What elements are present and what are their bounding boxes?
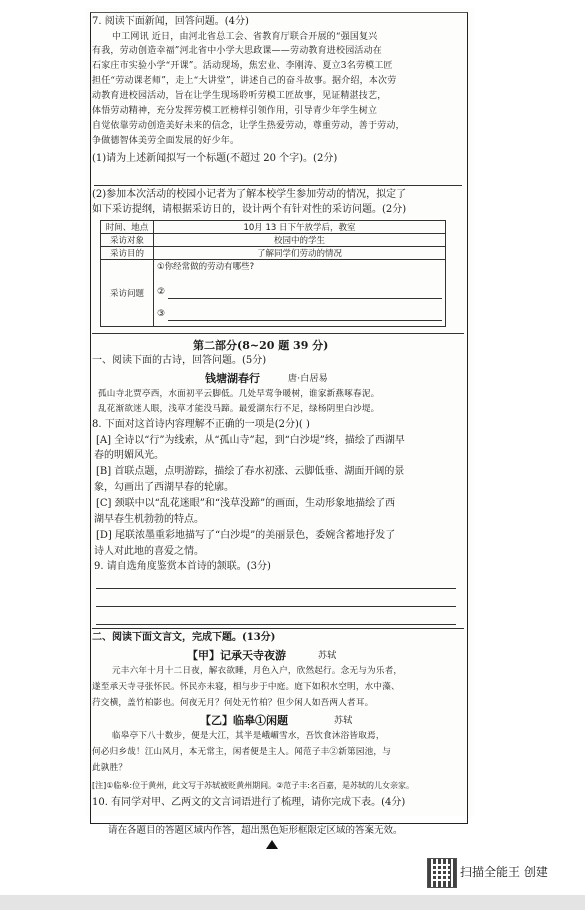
table-value: 校园中的学生	[154, 234, 446, 247]
table-row	[101, 247, 446, 260]
yi-line: 此孰胜？	[92, 763, 128, 773]
answer-line[interactable]	[96, 588, 456, 589]
q8-stem: 8. 下面对这首诗内容理解不正确的一项是(2分)( )	[92, 419, 310, 430]
table-label: 采访目的	[101, 247, 154, 260]
question-3-marker: ③	[157, 309, 166, 319]
q7-sub1: (1)请为上述新闻拟写一个标题(不超过 20 个字)。(2分)	[92, 153, 338, 164]
section-divider	[92, 628, 464, 629]
option-d[interactable]: [D] 尾联浓墨重彩地描写了“白沙堤”的美丽景色，委婉含蓄地抒发了	[96, 530, 396, 541]
question-1: ①你经常做的劳动有哪些?	[157, 262, 255, 272]
q7-heading: 7. 阅读下面新闻，回答问题。(4分)	[92, 16, 249, 27]
option-d-cont: 诗人对此地的喜爱之情。	[94, 546, 204, 557]
option-c-cont: 湖早春生机勃勃的特点。	[94, 514, 204, 525]
section-divider	[92, 333, 464, 334]
jia-author: 苏轼	[318, 651, 337, 661]
part2-heading: 第二部分(8~20 题 39 分)	[193, 339, 329, 352]
jia-line: 荇交横，盖竹柏影也。何夜无月？何处无竹柏？但少闲人如吾两人者耳。	[92, 698, 374, 708]
option-a[interactable]: [A] 全诗以“行”为线索，从“孤山寺”起，到“白沙堤”终，描绘了西湖早	[96, 435, 405, 446]
news-line: 自觉依靠劳动创造美好未来的信念，让学生热爱劳动，尊重劳动，善于劳动，	[92, 121, 405, 131]
page-marker-triangle	[266, 840, 278, 849]
yi-author: 苏轼	[334, 716, 353, 726]
sec2-heading: 二、阅读下面文言文，完成下题。(13分)	[92, 632, 276, 643]
table-label: 采访对象	[101, 234, 154, 247]
yi-line: 临皋亭下八十数步，便是大江，其半是峨嵋雪水，吾饮食沐浴皆取焉，	[112, 731, 385, 741]
answer-line	[168, 298, 442, 299]
interview-questions-cell[interactable]	[154, 260, 446, 327]
table-value: 10月 13 日下午放学后，教室	[154, 221, 446, 234]
answer-line[interactable]	[96, 606, 456, 607]
bottom-strip	[0, 895, 585, 910]
news-line: 石家庄市实验小学“开课”。活动现场，焦宏业、李刚涛、夏立3名劳模工匠	[92, 61, 393, 71]
option-b-cont: 象，勾画出了西湖早春的轮廓。	[94, 482, 234, 493]
q7-sub2: 如下采访提纲，请根据采访日的，设计两个有针对性的采访问题。(2分)	[92, 204, 407, 215]
news-line: 中工网讯 近日，由河北省总工会、省教育厅联合开展的“强国复兴	[112, 32, 378, 42]
news-line: 体悟劳动精神，充分发挥劳模工匠榜样引领作用，引导青少年学生树立	[92, 106, 378, 116]
answer-line	[168, 320, 442, 321]
news-line: 有我，劳动创造幸福”河北省中小学大思政课——劳动教育进校园活动在	[92, 46, 383, 56]
news-line: 动教育进校园活动，旨在让学生现场聆听劳模工匠故事，见证精湛技艺，	[92, 91, 387, 101]
poem-line: 乱花渐欲迷人眼，浅草才能没马蹄。最爱湖东行不足，绿杨阴里白沙堤。	[98, 404, 380, 414]
jia-title: 【甲】记承天寺夜游	[187, 649, 286, 662]
answer-line	[94, 185, 462, 186]
poem-line: 孤山寺北贾亭西，水面初平云脚低。几处早莺争暖树，谁家新燕啄春泥。	[98, 389, 380, 399]
table-label: 采访问题	[101, 260, 154, 327]
option-c[interactable]: [C] 颈联中以“乱花迷眼”和“浅草没蹄”的画面，生动形象地描绘了西	[96, 498, 396, 509]
news-line: 争做德智体美劳全面发展的好少年。	[92, 136, 240, 146]
poem-author: 唐·白居易	[288, 374, 328, 384]
yi-title: 【乙】临皋①闲题	[200, 714, 288, 727]
table-value: 了解同学们劳动的情况	[154, 247, 446, 260]
table-label: 时间、地点	[101, 221, 154, 234]
jia-line: 遂至承天寺寻张怀民。怀民亦未寝，相与步于中庭。庭下如积水空明，水中藻、	[92, 682, 400, 692]
poem-title: 钱塘湖春行	[205, 372, 260, 385]
news-line: 担任“劳动课老师”，走上“大讲堂”，讲述自己的奋斗故事。据介绍，本次劳	[92, 76, 397, 86]
table-row	[101, 260, 446, 327]
interview-outline-table	[100, 220, 446, 327]
answer-region-warning: 请在各题目的答题区域内作答，超出黑色矩形框限定区域的答案无效。	[108, 825, 403, 836]
jia-line: 元丰六年十月十二日夜，解衣欲睡，月色入户，欣然起行。念无与为乐者，	[112, 666, 403, 676]
option-a-cont: 春的明媚风光。	[94, 450, 164, 461]
sec1-heading: 一、阅读下面的古诗，回答问题。(5分)	[92, 355, 267, 366]
footnote: [注]①临皋:位于黄州，此文写于苏轼被贬黄州期间。②范子丰:名百嘉，是苏轼的儿女亲家。	[92, 781, 414, 790]
scanner-watermark: 扫描全能王 创建	[460, 865, 548, 879]
option-b[interactable]: [B] 首联点题，点明游踪，描绘了春水初涨、云脚低垂、湖面开阔的景	[96, 466, 405, 477]
table-row	[101, 234, 446, 247]
qr-code-icon	[427, 858, 457, 888]
yi-line: 何必归乡哉！江山风月，本无常主，闲者便是主人。闻范子丰②新第园池，与	[92, 747, 391, 757]
answer-line[interactable]	[96, 624, 456, 625]
table-row	[101, 221, 446, 234]
question-2-marker: ②	[157, 287, 166, 297]
q9-stem: 9. 请自选角度鉴赏本首诗的颔联。(3分)	[94, 561, 271, 572]
q10-stem: 10. 有同学对甲、乙两文的文言词语进行了梳理，请你完成下表。(4分)	[92, 797, 406, 808]
q7-sub2: (2)参加本次活动的校园小记者为了解本校学生参加劳动的情况，拟定了	[92, 189, 407, 200]
